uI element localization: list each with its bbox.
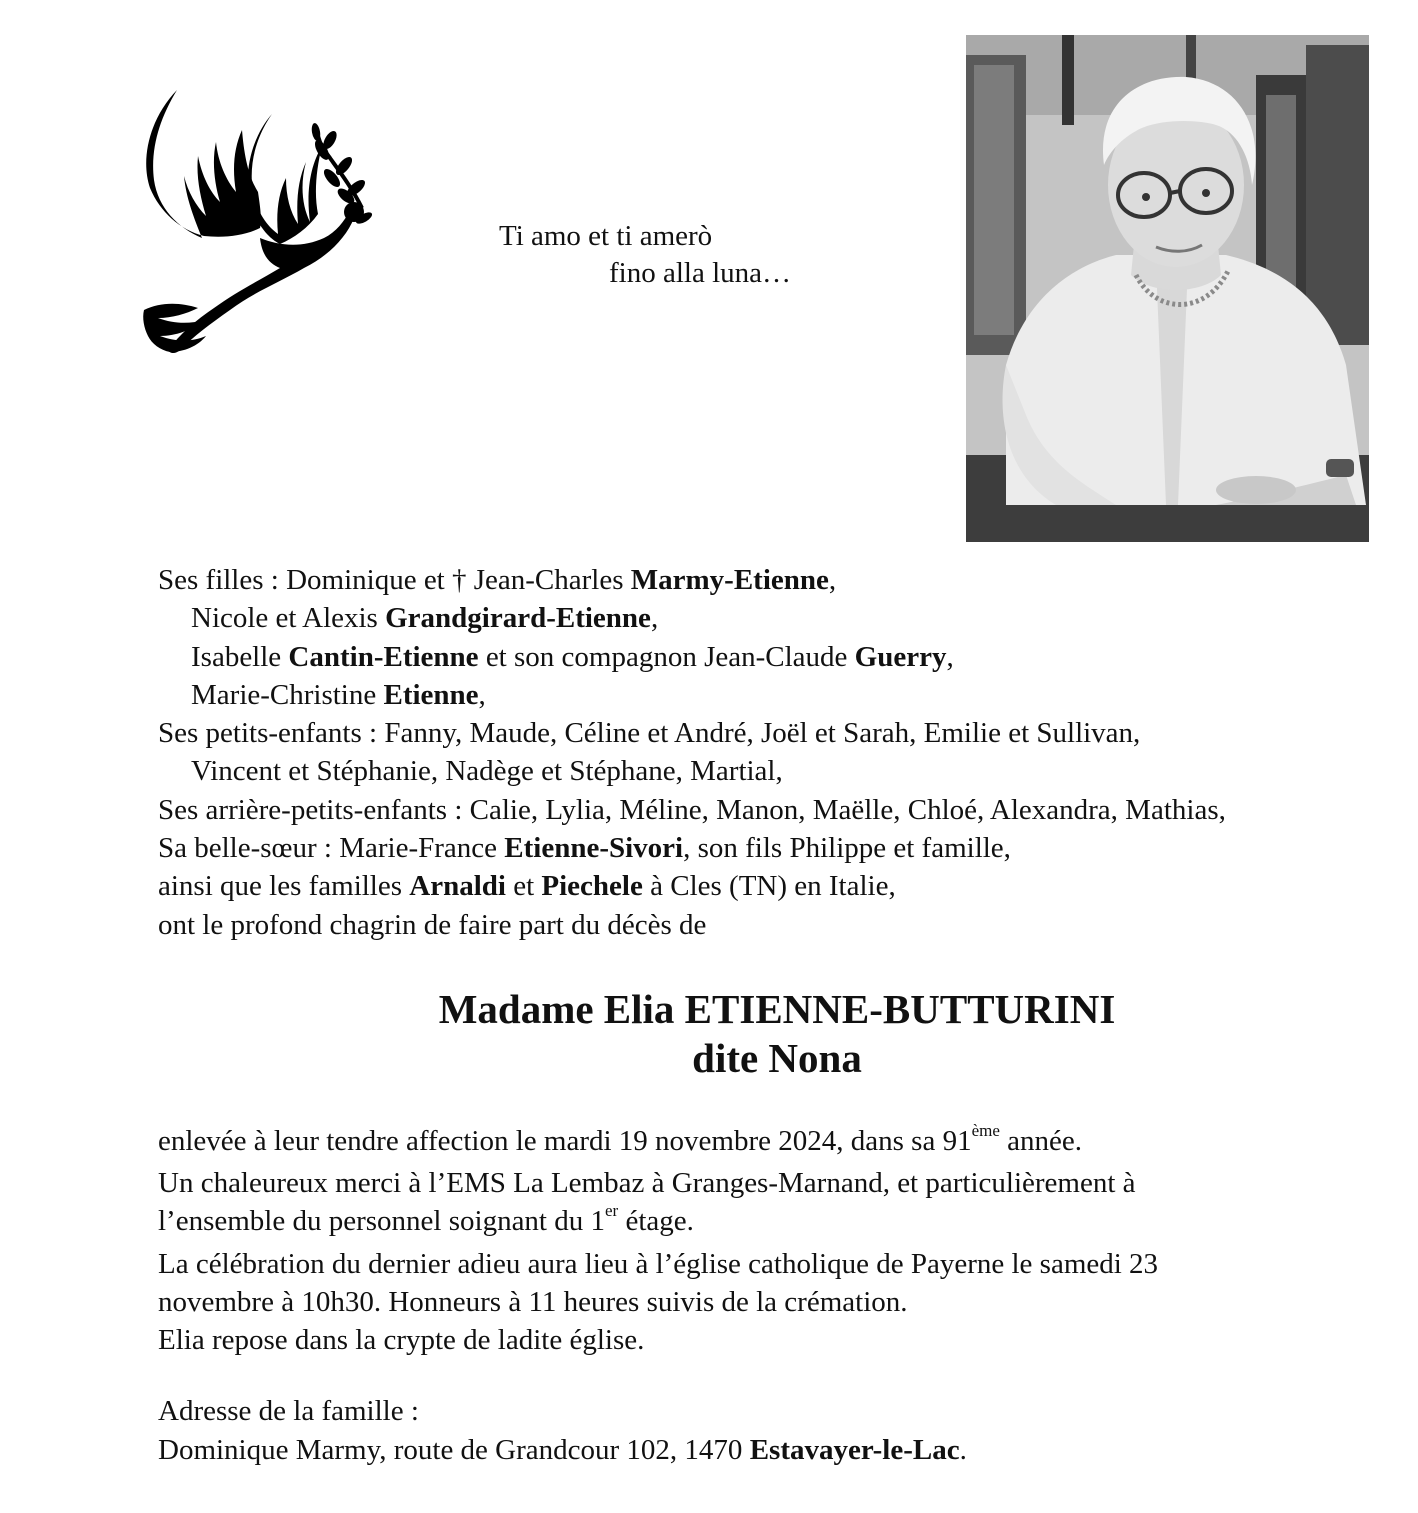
family-line-daughter-3 (158, 638, 1408, 676)
family-line-grandchildren-2: Vincent et Stéphanie, Nadège et Stéphane, Martial, (191, 755, 783, 788)
superscript: er (605, 1201, 619, 1221)
family-line-daughters (158, 561, 1408, 599)
surname: Guerry (854, 640, 947, 673)
portrait-photo (966, 35, 1369, 542)
family-line-great-grandchildren: Ses arrière-petits-enfants : Calie, Lylia, Méline, Manon, Maëlle, Chloé, Alexandra, Mathias, (158, 793, 1226, 826)
superscript: ème (971, 1121, 1000, 1140)
family-line-families (158, 867, 1408, 905)
quote-line-2: fino alla luna… (609, 257, 792, 289)
notice-body (158, 1122, 1388, 1359)
family-list (158, 561, 1408, 944)
surname: Marmy-Etienne (630, 564, 829, 596)
deceased-name-heading (0, 985, 1418, 1083)
body-line-6: Elia repose dans la crypte de ladite église. (158, 1324, 645, 1357)
family-address (158, 1392, 967, 1469)
body-line-1 (158, 1122, 1388, 1164)
text: Marie-Christine (191, 678, 384, 711)
body-line-2: Un chaleureux merci à l’EMS La Lembaz à Granges-Marnand, et particulièrement à (158, 1167, 1136, 1200)
surname: Piechele (541, 870, 643, 903)
surname: Cantin-Etienne (288, 640, 479, 673)
text: à Cles (TN) en Italie, (642, 870, 896, 903)
text: et (505, 870, 542, 903)
surname: Etienne-Sivori (504, 832, 684, 865)
text: , son fils Philippe et famille, (683, 832, 1011, 865)
italian-quote (499, 218, 791, 292)
family-line-announcement: ont le profond chagrin de faire part du décès de (158, 908, 707, 941)
body-line-4: La célébration du dernier adieu aura lieu à l’église catholique de Payerne le samedi 23 (158, 1247, 1159, 1280)
surname: Grandgirard-Etienne (385, 602, 651, 635)
city: Estavayer-le-Lac (749, 1433, 960, 1466)
body-line-5: novembre à 10h30. Honneurs à 11 heures suivis de la crémation. (158, 1285, 908, 1318)
text: , (650, 602, 659, 635)
family-line-sister-in-law (158, 829, 1408, 867)
body-line-3 (158, 1202, 1388, 1244)
text: Nicole et Alexis (191, 602, 386, 635)
text: enlevée à leur tendre affection le mardi 19 novembre 2024, dans sa 91 (158, 1125, 972, 1157)
text: , (828, 564, 837, 596)
address-label: Adresse de la famille : (158, 1395, 419, 1427)
deceased-nickname: dite Nona (692, 1035, 862, 1081)
family-line-daughter-2 (158, 599, 1408, 637)
text: , (946, 640, 954, 673)
family-line-grandchildren: Ses petits-enfants : Fanny, Maude, Céline et André, Joël et Sarah, Emilie et Sullivan, (158, 717, 1141, 750)
text: étage. (618, 1205, 694, 1238)
text: Dominique Marmy, route de Grandcour 102, 1470 (158, 1433, 750, 1466)
deceased-name: Madame Elia ETIENNE-BUTTURINI (438, 986, 1116, 1032)
text: Ses filles : Dominique et † Jean-Charles (158, 564, 631, 596)
text: l’ensemble du personnel soignant du 1 (158, 1205, 605, 1238)
surname: Etienne (383, 678, 479, 711)
text: . (959, 1433, 967, 1466)
text: Isabelle (191, 640, 289, 673)
quote-line-1: Ti amo et ti amerò (499, 220, 713, 252)
text: et son compagnon Jean-Claude (478, 640, 855, 673)
text: année. (999, 1125, 1083, 1157)
dove-with-olive-branch-icon (140, 88, 375, 356)
text: , (478, 678, 486, 711)
address-line (158, 1431, 967, 1470)
family-line-daughter-4 (158, 676, 1408, 714)
surname: Arnaldi (409, 870, 506, 903)
text: ainsi que les familles (158, 870, 410, 903)
text: Sa belle-sœur : Marie-France (158, 832, 505, 865)
